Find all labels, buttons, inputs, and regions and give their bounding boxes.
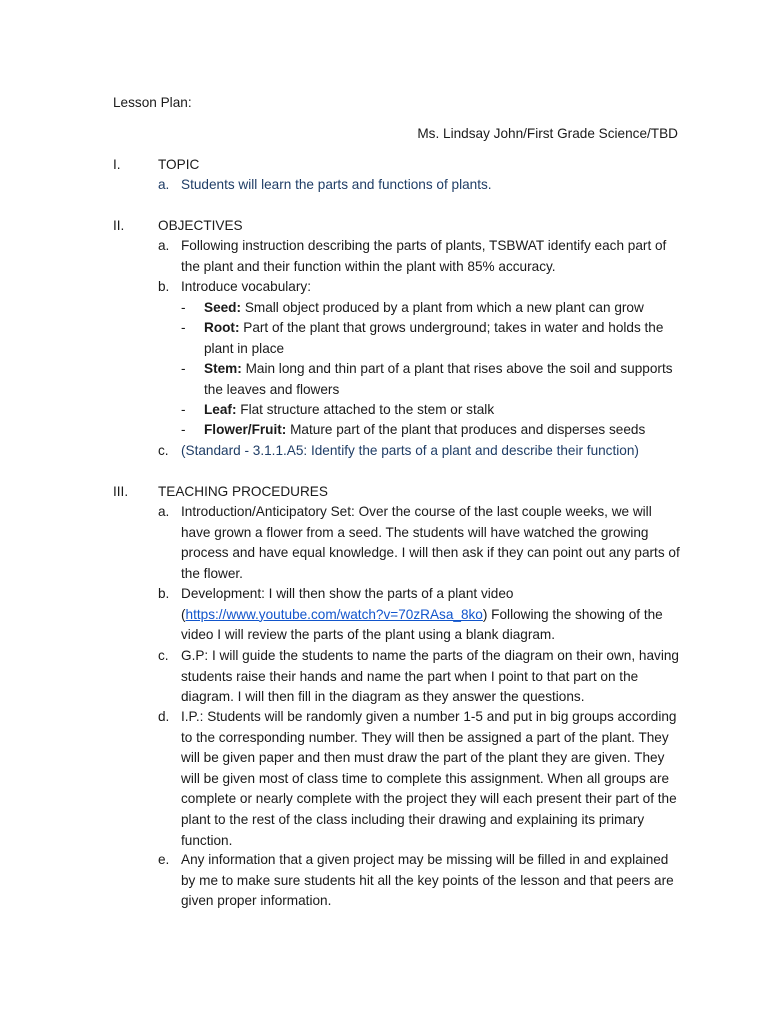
section-numeral: III. <box>113 484 129 499</box>
procedure-text: Any information that a given project may be missing will be filled in and explained by me to make sure students hit all the key points of the lesson and that peers are given proper information. <box>181 852 674 909</box>
item-marker: c. <box>158 443 169 458</box>
dash-bullet: - <box>181 361 186 376</box>
vocab-definition: Part of the plant that grows underground; takes in water and holds the plant in place <box>204 320 664 356</box>
vocab-item-leaf <box>204 400 682 421</box>
vocab-term: Stem: <box>204 361 242 376</box>
section-heading-procedures: TEACHING PROCEDURES <box>158 484 328 499</box>
item-marker: e. <box>158 852 170 867</box>
item-marker: b. <box>158 279 170 294</box>
section-numeral: II. <box>113 218 125 233</box>
objective-text: Following instruction describing the parts of plants, TSBWAT identify each part of the plant and their function within the plant with 85% accuracy. <box>181 238 667 274</box>
section-heading-objectives: OBJECTIVES <box>158 218 243 233</box>
section-numeral: I. <box>113 157 121 172</box>
objective-text: Introduce vocabulary: <box>181 279 311 294</box>
vocab-definition: Main long and thin part of a plant that rises above the soil and supports the leaves and flowers <box>204 361 673 397</box>
item-marker: a. <box>158 238 170 253</box>
vocab-definition: Flat structure attached to the stem or stalk <box>240 402 495 417</box>
procedure-text: I.P.: Students will be randomly given a number 1-5 and put in big groups according to the corresponding number. They will then be assigned a part of the plant. They will be given paper and then must draw the part of the plant they are given. They will be given most of class time to complete this assignment. When all groups are complete or nearly complete with the project they will each present their part of the plant to the rest of the class including their drawing and explaining its primary function. <box>181 709 677 848</box>
item-marker: b. <box>158 586 170 601</box>
procedure-text: G.P: I will guide the students to name the parts of the diagram on their own, having students raise their hands and name the part when I point to that part on the diagram. I will then fill in the diagram as they answer the questions. <box>181 648 679 705</box>
author-line: Ms. Lindsay John/First Grade Science/TBD <box>417 126 678 141</box>
item-marker: a. <box>158 504 170 519</box>
vocab-definition: Small object produced by a plant from which a new plant can grow <box>244 300 644 315</box>
vocab-term: Leaf: <box>204 402 237 417</box>
procedure-text-before: Development: I will then show the parts of a plant video ( <box>181 586 514 622</box>
vocab-term: Root: <box>204 320 240 335</box>
video-link[interactable]: https://www.youtube.com/watch?v=70zRAsa_8ko <box>185 606 483 622</box>
item-marker: d. <box>158 709 170 724</box>
dash-bullet: - <box>181 300 186 315</box>
procedure-text-after: ) Following the showing of the video I will review the parts of the plant using a blank diagram. <box>181 606 663 643</box>
topic-text: Students will learn the parts and functions of plants. <box>181 177 492 192</box>
vocab-term: Seed: <box>204 300 242 315</box>
vocab-item-seed <box>204 298 682 319</box>
procedure-text <box>181 584 681 646</box>
doc-title: Lesson Plan: <box>113 95 192 110</box>
vocab-item-stem <box>204 359 682 400</box>
vocab-item-flower-fruit <box>204 420 682 441</box>
dash-bullet: - <box>181 422 186 437</box>
dash-bullet: - <box>181 320 186 335</box>
vocab-item-root <box>204 318 682 359</box>
standard-text: (Standard - 3.1.1.A5: Identify the parts of a plant and describe their function) <box>181 443 639 458</box>
item-marker: a. <box>158 177 170 192</box>
section-heading-topic: TOPIC <box>158 157 200 172</box>
procedure-text: Introduction/Anticipatory Set: Over the course of the last couple weeks, we will have grown a flower from a seed. The students will have watched the growing process and have equal knowledge. I will then ask if they can point out any parts of the flower. <box>181 504 680 581</box>
vocab-definition: Mature part of the plant that produces and disperses seeds <box>290 422 646 437</box>
vocab-term: Flower/Fruit: <box>204 422 287 437</box>
dash-bullet: - <box>181 402 186 417</box>
item-marker: c. <box>158 648 169 663</box>
